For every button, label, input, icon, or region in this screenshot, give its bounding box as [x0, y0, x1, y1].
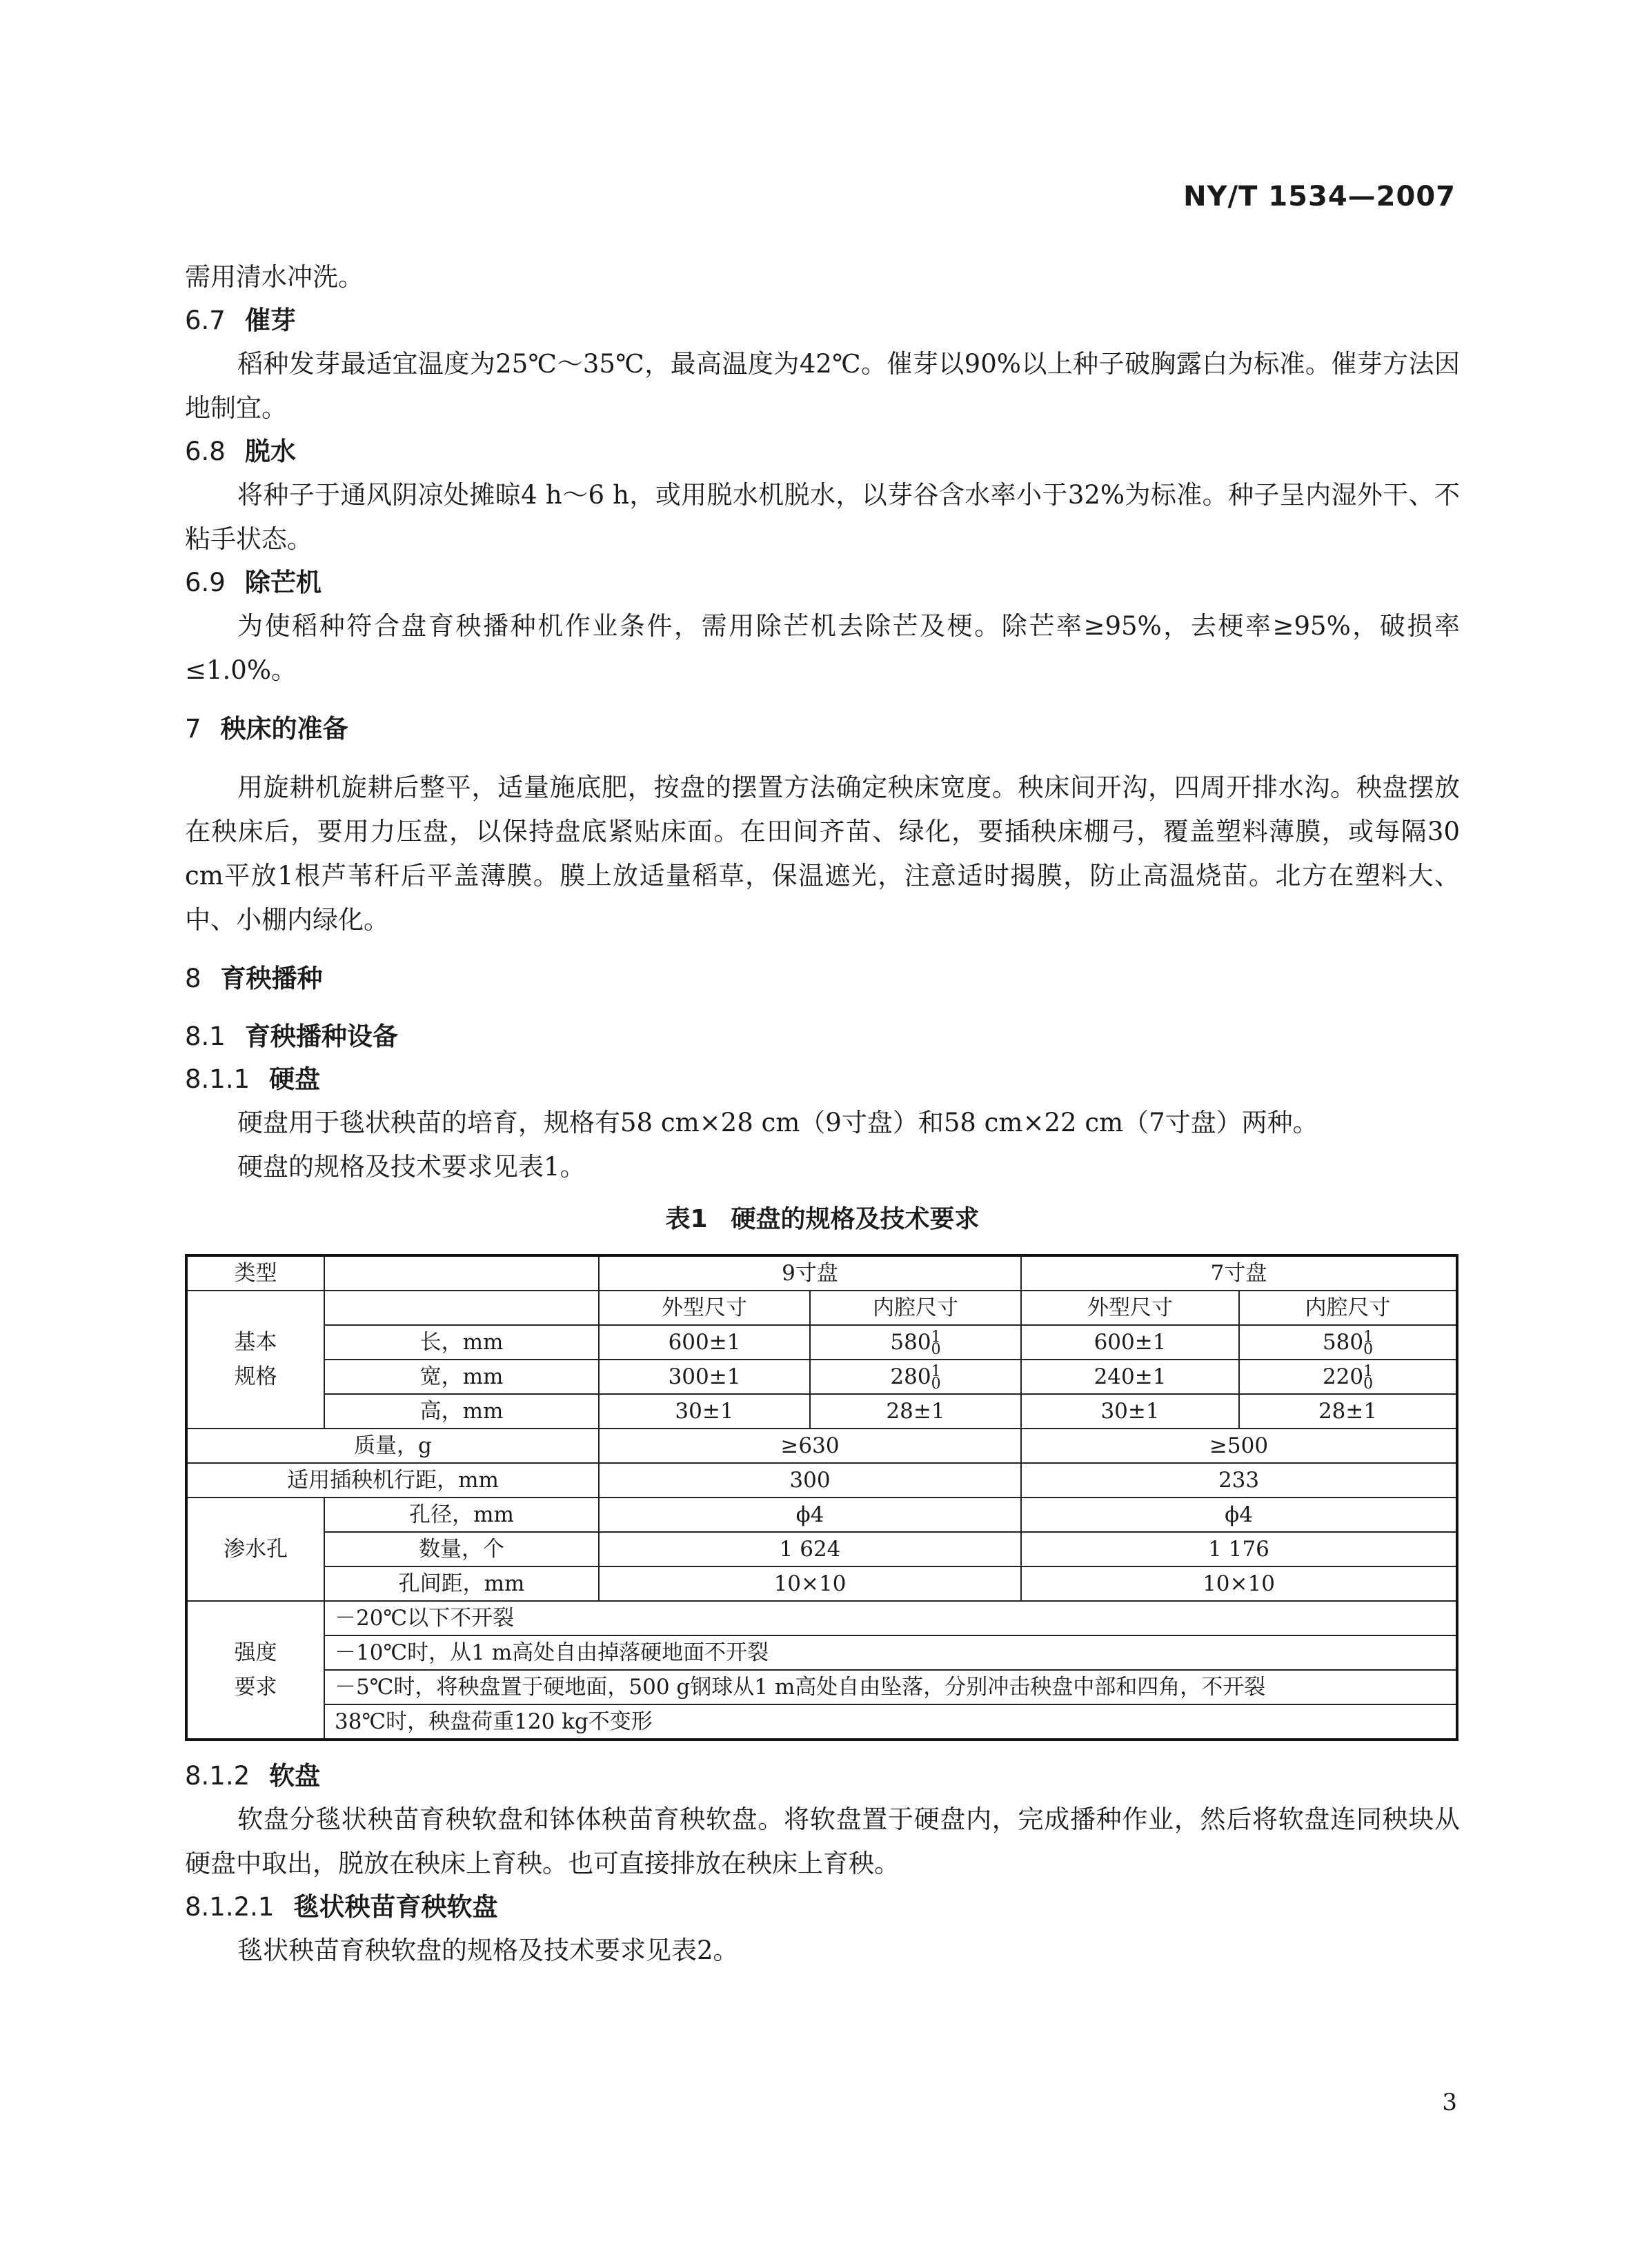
table-cell: 类型 [186, 1255, 324, 1291]
table-cell: 300 [599, 1463, 1021, 1498]
section-6-9-heading [185, 561, 1460, 604]
table-cell: 1 624 [599, 1532, 1021, 1566]
section-6-9-text: 为使稻种符合盘育秧播种机作业条件，需用除芒机去除芒及梗。除芒率≥95%，去梗率≥95%，破损率≤1.0%。 [185, 611, 1460, 685]
table-cell: 10×10 [1021, 1566, 1457, 1601]
table-cell: 渗水孔 [186, 1498, 324, 1601]
section-number: 6.8 [185, 437, 226, 466]
table-row [186, 1360, 1457, 1394]
table-cell: 10×10 [599, 1566, 1021, 1601]
section-6-7-text: 稻种发芽最适宜温度为25℃～35℃，最高温度为42℃。催芽以90%以上种子破胸露白为标准。催芽方法因地制宜。 [185, 349, 1460, 423]
section-number: 8.1.2 [185, 1761, 250, 1791]
document-body [185, 255, 1460, 1973]
table-row [186, 1532, 1457, 1566]
table-row [186, 1670, 1457, 1704]
section-number: 6.7 [185, 306, 226, 335]
standard-code: NY/T 1534—2007 [1183, 181, 1456, 212]
section-title: 秧床的准备 [220, 714, 348, 744]
table-cell: ≥500 [1021, 1429, 1457, 1463]
table-cell: 300±1 [599, 1360, 810, 1394]
table-caption-title: 硬盘的规格及技术要求 [731, 1205, 980, 1233]
section-8-1-1-text-2: 硬盘的规格及技术要求见表1。 [237, 1152, 586, 1182]
table-cell [186, 1291, 324, 1429]
table-cell: 38℃时，秧盘荷重120 kg不变形 [324, 1704, 1457, 1740]
section-title: 毯状秧苗育秧软盘 [293, 1892, 498, 1922]
table-row [186, 1498, 1457, 1532]
section-number: 8 [185, 964, 201, 993]
table-cell: 适用插秧机行距，mm [186, 1463, 599, 1498]
dimension-value: 580 [1322, 1330, 1364, 1355]
table-row [186, 1394, 1457, 1429]
table-cell: 内腔尺寸 [810, 1291, 1021, 1325]
table-cell: 28±1 [810, 1394, 1021, 1429]
section-8-1-1-heading [185, 1058, 1460, 1101]
section-number: 8.1.1 [185, 1064, 250, 1094]
tolerance: 1 0 [931, 1362, 941, 1393]
table-cell: 30±1 [1021, 1394, 1239, 1429]
table-row [186, 1325, 1457, 1360]
section-number: 6.9 [185, 568, 226, 597]
table-cell: 30±1 [599, 1394, 810, 1429]
section-8-1-2-text: 软盘分毯状秧苗育秧软盘和钵体秧苗育秧软盘。将软盘置于硬盘内，完成播种作业，然后将软盘连同秧块从硬盘中取出，脱放在秧床上育秧。也可直接排放在秧床上育秧。 [185, 1804, 1460, 1878]
table-cell: 外型尺寸 [599, 1291, 810, 1325]
dimension-value: 580 [890, 1330, 931, 1355]
section-title: 硬盘 [269, 1064, 321, 1094]
table-cell: 数量，个 [324, 1532, 599, 1566]
table-cell: 长，mm [324, 1325, 599, 1360]
table-cell: 240±1 [1021, 1360, 1239, 1394]
table-cell [324, 1255, 599, 1291]
table-1-caption [185, 1199, 1460, 1240]
table-cell: 600±1 [1021, 1325, 1239, 1360]
table-cell [810, 1360, 1021, 1394]
table-cell [810, 1325, 1021, 1360]
section-number: 8.1.2.1 [185, 1892, 275, 1922]
basic-spec-label: 基本规格 [234, 1330, 277, 1389]
section-6-7-heading [185, 299, 1460, 342]
tolerance: 1 0 [931, 1328, 941, 1358]
table-cell: 宽，mm [324, 1360, 599, 1394]
table-row [186, 1601, 1457, 1635]
dimension-value: 220 [1322, 1364, 1364, 1389]
table-cell: 质量，g [186, 1429, 599, 1463]
tolerance: 1 0 [1363, 1328, 1374, 1358]
section-number: 7 [185, 714, 201, 744]
section-8-1-2-1-heading [185, 1886, 1460, 1929]
section-7-heading [185, 708, 1460, 750]
table-cell: ϕ4 [1021, 1498, 1457, 1532]
table-cell: 内腔尺寸 [1239, 1291, 1457, 1325]
section-8-1-heading [185, 1015, 1460, 1058]
table-row [186, 1429, 1457, 1463]
section-8-1-1-text-1: 硬盘用于毯状秧苗的培育，规格有58 cm×28 cm（9寸盘）和58 cm×22 cm（7寸盘）两种。 [237, 1108, 1318, 1137]
table-cell: －20℃以下不开裂 [324, 1601, 1457, 1635]
table-1 [185, 1254, 1458, 1741]
table-cell [1239, 1325, 1457, 1360]
table-cell: 高，mm [324, 1394, 599, 1429]
dimension-value: 280 [890, 1364, 931, 1389]
paragraph-rinse: 需用清水冲洗。 [185, 262, 364, 292]
table-cell: －5℃时，将秧盘置于硬地面，500 g钢球从1 m高处自由坠落，分别冲击秧盘中部和四角，不开裂 [324, 1670, 1457, 1704]
table-cell: 28±1 [1239, 1394, 1457, 1429]
section-title: 育秧播种设备 [244, 1022, 398, 1051]
table-cell: 外型尺寸 [1021, 1291, 1239, 1325]
table-cell: 孔径，mm [324, 1498, 599, 1532]
table-cell: 孔间距，mm [324, 1566, 599, 1601]
section-title: 催芽 [244, 306, 296, 335]
section-6-8-heading [185, 430, 1460, 473]
table-cell [186, 1601, 324, 1740]
section-8-heading [185, 957, 1460, 1000]
section-title: 除芒机 [244, 568, 322, 597]
table-row [186, 1635, 1457, 1670]
section-7-text: 用旋耕机旋耕后整平，适量施底肥，按盘的摆置方法确定秧床宽度。秧床间开沟，四周开排水沟。秧盘摆放在秧床后，要用力压盘，以保持盘底紧贴床面。在田间齐苗、绿化，要插秧床棚弓，覆盖塑料薄膜，或每隔30 cm平放1根芦苇秆后平盖薄膜。膜上放适量稻草，保温遮光，注意适时揭膜，防止高温烧苗。北方在塑料大、中、小棚内绿化。 [185, 773, 1460, 935]
section-title: 软盘 [269, 1761, 321, 1791]
section-number: 8.1 [185, 1022, 226, 1051]
table-row [186, 1463, 1457, 1498]
table-cell: 600±1 [599, 1325, 810, 1360]
table-cell: 233 [1021, 1463, 1457, 1498]
table-header-row [186, 1255, 1457, 1291]
section-title: 育秧播种 [220, 964, 323, 993]
table-cell: 1 176 [1021, 1532, 1457, 1566]
table-row [186, 1566, 1457, 1601]
section-6-8-text: 将种子于通风阴凉处摊晾4 h～6 h，或用脱水机脱水，以芽谷含水率小于32%为标准。种子呈内湿外干、不粘手状态。 [185, 480, 1460, 554]
page-number: 3 [1442, 2089, 1457, 2116]
section-8-1-2-1-text: 毯状秧苗育秧软盘的规格及技术要求见表2。 [237, 1936, 739, 1965]
table-cell: ≥630 [599, 1429, 1021, 1463]
strength-label: 强度要求 [234, 1640, 277, 1700]
table-row [186, 1291, 1457, 1325]
table-row [186, 1704, 1457, 1740]
table-cell: 7寸盘 [1021, 1255, 1457, 1291]
section-8-1-2-heading [185, 1755, 1460, 1798]
table-cell: ϕ4 [599, 1498, 1021, 1532]
section-title: 脱水 [244, 437, 296, 466]
table-caption-number: 表1 [665, 1205, 708, 1233]
table-cell: －10℃时，从1 m高处自由掉落硬地面不开裂 [324, 1635, 1457, 1670]
tolerance: 1 0 [1363, 1362, 1374, 1393]
table-cell [324, 1291, 599, 1325]
table-cell: 9寸盘 [599, 1255, 1021, 1291]
table-cell [1239, 1360, 1457, 1394]
